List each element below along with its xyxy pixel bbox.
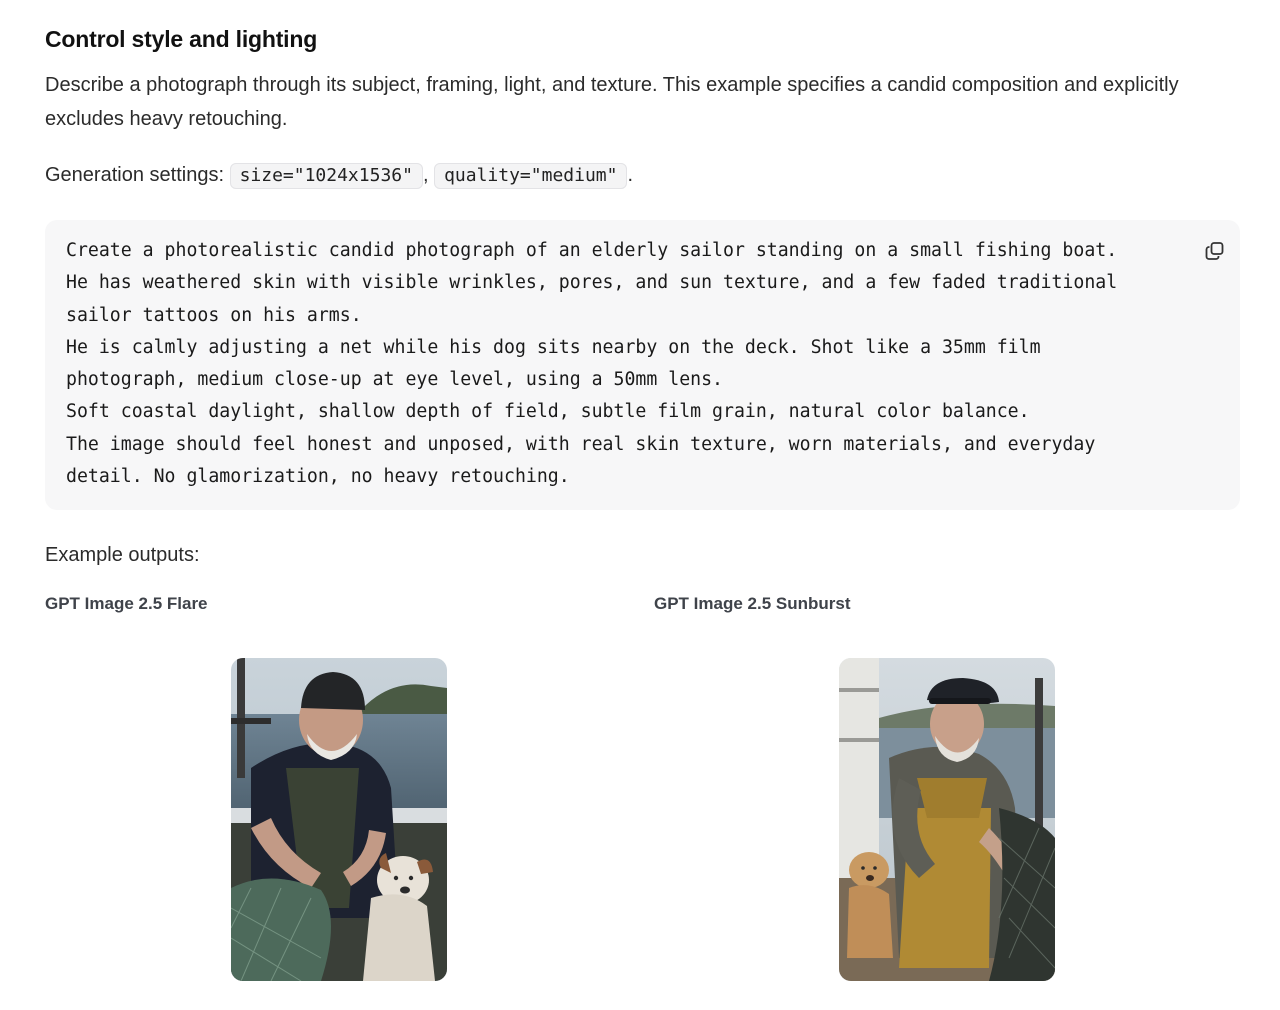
model-label-flare: GPT Image 2.5 Flare xyxy=(45,594,208,613)
code-line: detail. No glamorization, no heavy retouching. xyxy=(66,466,570,488)
content-page xyxy=(45,0,1240,1010)
copy-button[interactable] xyxy=(1202,238,1228,264)
photo-sailor-dog-knit-cap-icon xyxy=(231,658,447,981)
code-line: Create a photorealistic candid photograph of an elderly sailor standing on a small fishing boat. xyxy=(66,240,1118,261)
code-line: He has weathered skin with visible wrinkles, pores, and sun texture, and a few faded traditional xyxy=(66,272,1118,294)
code-line: The image should feel honest and unposed, with real skin texture, worn materials, and everyday xyxy=(66,433,1096,455)
size-setting-code: size="1024x1536" xyxy=(230,163,423,189)
settings-end: . xyxy=(627,164,634,186)
code-line: Soft coastal daylight, shallow depth of field, subtle film grain, natural color balance. xyxy=(66,401,1030,423)
generation-settings-label: Generation settings: xyxy=(45,164,224,186)
section-description: Describe a photograph through its subject, framing, light, and texture. This example specifies a candid composition and explicitly excludes heavy retouching. xyxy=(45,74,1179,130)
quality-setting-code: quality="medium" xyxy=(434,163,627,189)
generation-settings xyxy=(45,158,633,193)
settings-separator: , xyxy=(422,164,429,186)
model-label-sunburst: GPT Image 2.5 Sunburst xyxy=(654,594,851,613)
photo-sailor-captain-cap-icon xyxy=(839,658,1055,981)
prompt-code-block xyxy=(45,220,1240,510)
output-image-flare xyxy=(231,658,447,981)
prompt-code-text xyxy=(66,235,1186,493)
copy-icon xyxy=(1205,241,1225,261)
output-image-sunburst xyxy=(839,658,1055,981)
section-title: Control style and lighting xyxy=(45,26,318,52)
code-line: He is calmly adjusting a net while his dog sits nearby on the deck. Shot like a 35mm film xyxy=(66,336,1041,358)
example-outputs-label: Example outputs: xyxy=(45,544,200,566)
code-line: sailor tattoos on his arms. xyxy=(66,304,362,326)
code-line: photograph, medium close-up at eye level, using a 50mm lens. xyxy=(66,369,723,391)
